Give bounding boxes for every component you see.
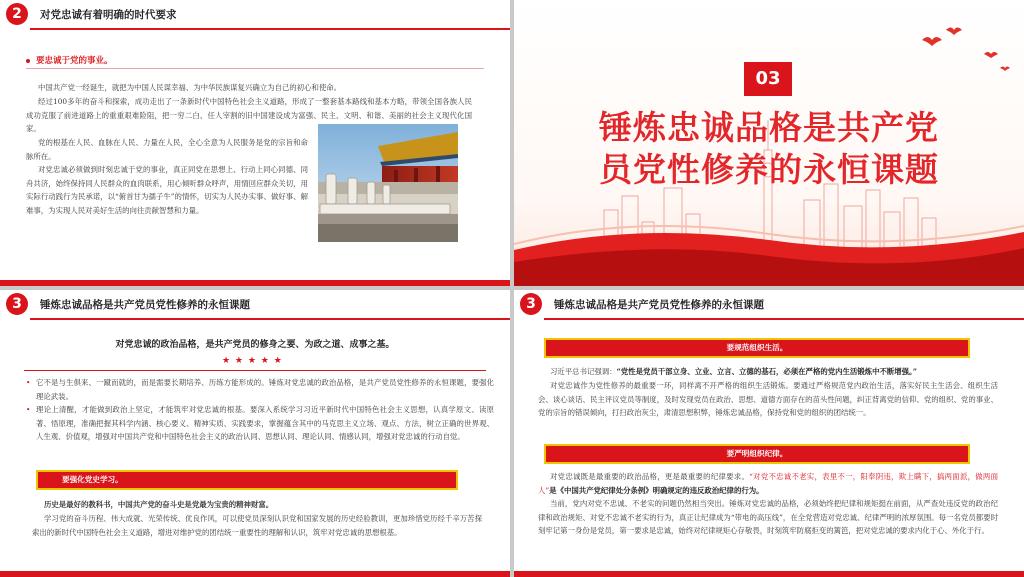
slide-title: 锤炼忠诚品格是共产党员党性修养的永恒课题 (40, 299, 250, 311)
paragraph-3: 党的根基在人民、血脉在人民、力量在人民，全心全意为人民服务是党的宗旨和命脉所在。 (26, 138, 308, 161)
point-list (24, 376, 494, 444)
header-divider (544, 318, 1024, 320)
organization-paragraph: 对党忠诚作为党性修养的最重要一环，同样离不开严格的组织生活锻炼。要通过严格规范党内政治生活，落实好民主生活会、组织生活会、谈心谈话、民主评议党员等制度，及时发现党员在政治、思想、道德方面存在的苗头性问题，纠正背离党的信仰、党的组织、党的事业、党的宗旨的错误倾向，打扫政治灰尘，肃清思想积弊，锤炼忠诚品格，保持党和党的组织的团结统一。 (538, 381, 998, 417)
current-situation-paragraph: 当前，党内对党不忠诚、不老实的问题仍然相当突出。锤炼对党忠诚的品格，必须始终把纪律和规矩挺在前面，从严查处违反党的政治纪律和政治规矩、对党不忠诚不老实的行为，真正让纪律成为“带电的高压线”，在全党营造对党忠诚、纪律严明的浓厚氛围。每一名党员都要时刻牢记第一身份是党员，第一要求是忠诚，始终对纪律规矩心存敬畏，时刻筑牢防腐拒变的篱笆，把对党忠诚的要求内化于心、外化于行。 (538, 499, 998, 535)
slide-title: 锤炼忠诚品格是共产党员党性修养的永恒课题 (554, 299, 764, 311)
bold-statement: 历史是最好的教科书，中国共产党的奋斗史是党最为宝贵的精神财富。 (44, 500, 274, 509)
cover-title-line-2: 员党性修养的永恒课题 (599, 150, 939, 189)
history-paragraph: 学习党的奋斗历程、伟大成就、光荣传统、优良作风，可以使党员深刻认识党和国家发展的历史经验教训，更加珍惜党历经千辛万苦探索出的新时代中国特色社会主义道路，增进对维护党的团结统一重要性的理解和认识，筑牢对党忠诚的思想根基。 (32, 514, 482, 537)
main-heading: 对党忠诚的政治品格，是共产党员的修身之要、为政之道、成事之基。 (115, 340, 395, 350)
bullet-heading: 要忠诚于党的事业。 (26, 54, 113, 66)
bottom-bar (0, 280, 510, 286)
quote-text: “党性是党员干部立身、立业、立言、立德的基石，必须在严格的党内生活锻炼中不断增强。” (616, 367, 917, 376)
cover-title-line-1: 锤炼忠诚品格是共产党 (599, 108, 939, 147)
slide-theory-study (0, 290, 510, 577)
discipline-paragraph (538, 470, 998, 497)
section-label-box: 要严明组织纪律。 (544, 444, 970, 464)
section-number-badge: 3 (520, 293, 542, 315)
discipline-suffix: 是《中国共产党纪律处分条例》明确规定的违反政治纪律的行为。 (549, 485, 764, 495)
quote-paragraph (538, 365, 998, 379)
quote-prefix: 习近平总书记强调： (550, 367, 617, 376)
slide-title: 对党忠诚有着明确的时代要求 (40, 9, 177, 21)
slide-organization-discipline (514, 290, 1024, 577)
slide-header (514, 290, 1024, 320)
heading-divider (24, 370, 486, 371)
paragraph-2: 经过100多年的奋斗和探索，成功走出了一条新时代中国特色社会主义道路，形成了一整套基本路线和基本方略，带领全国各族人民成功克服了前进道路上的重重艰难险阻，把一穷二白、任人宰割的旧中国建设成为富强、民主、文明、和谐、美丽的社会主义现代化国家。 (26, 97, 472, 133)
list-item: • 理论上清醒，才能做到政治上坚定，才能筑牢对党忠诚的根基。要深入系统学习习近平新时代中国特色社会主义思想，认真学原文、读原著、悟原理，准确把握其科学内涵、核心要义、精神实质、实践要求，掌握蕴含其中的马克思主义立场、观点、方法，树立正确的世界观、人生观、价值观，增强对中国共产党和中国特色社会主义的政治认同、思想认同、理论认同、情感认同，增强对党忠诚的行动自觉。 (24, 403, 494, 444)
paragraph-1: 中国共产党一经诞生，就把为中国人民谋幸福、为中华民族谋复兴确立为自己的初心和使命。 (38, 83, 342, 92)
list-item: • 它不是与生俱来、一蹴而就的，而是需要长期培养、历练方能形成的。锤炼对党忠诚的政治品格，是共产党员党性修养的永恒课题，要强化理论武装。 (24, 376, 494, 403)
slide-era-requirements (0, 0, 510, 286)
discipline-quote: “对党不忠诚不老实，表里不一，阳奉阴违，欺上瞒下，搞两面派，做两面人” (538, 472, 998, 495)
forbidden-city-photo (318, 124, 458, 242)
bottom-bar (514, 571, 1024, 577)
header-divider (30, 318, 510, 320)
section-label-box: 要规范组织生活。 (544, 338, 970, 358)
star-decoration: ★ ★ ★ ★ ★ (222, 356, 283, 366)
header-divider (30, 28, 510, 30)
slide-section-cover (514, 0, 1024, 286)
paragraph-4: 对党忠诚必须做到时刻忠诚于党的事业，真正同党在思想上、行动上同心同德、同舟共济，始终保持同人民群众的血肉联系，用心倾听群众呼声，用情回应群众关切，用实际行动践行为民承诺，以“俯首甘为孺子牛”的情怀，切实为人民办实事、做好事、解难事，为实现人民对美好生活的向往贡献智慧和力量。 (26, 165, 308, 215)
section-badge: 03 (744, 62, 792, 96)
discipline-prefix: 对党忠诚既是最重要的政治品格，更是最重要的纪律要求。 (550, 472, 750, 481)
slide-header (0, 290, 510, 320)
heading-divider (26, 68, 484, 69)
section-number-badge: 3 (6, 293, 28, 315)
section-number-badge: 2 (6, 3, 28, 25)
section-label-box: 要强化党史学习。 (36, 470, 458, 490)
bottom-bar (0, 571, 510, 577)
slide-header (0, 0, 510, 30)
